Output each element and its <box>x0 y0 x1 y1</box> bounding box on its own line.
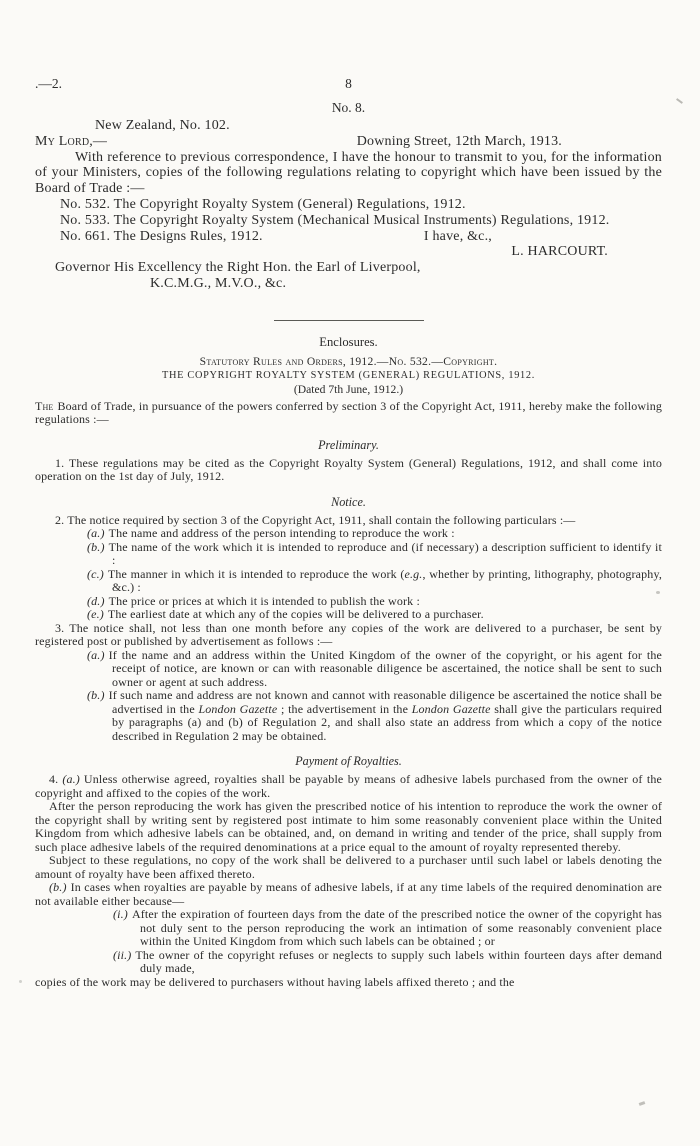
regulation-2: 2. The notice required by section 3 of the Copyright Act, 1911, shall contain the following particulars :— <box>55 512 576 527</box>
clause-label: (e.) <box>87 607 104 622</box>
list-item-2d <box>87 593 662 609</box>
clause-label: (b.) <box>87 539 105 554</box>
despatch-letter <box>35 118 662 292</box>
clause-text: If the name and an address within the United Kingdom of the owner of the copyright, or his agent for the receipt of notice, are known or can with reasonable diligence be ascertained, the notice shall be sent to such owner or agent at such address. <box>108 647 662 689</box>
list-item-2a <box>87 526 662 541</box>
clause-text: After the expiration of fourteen days from the date of the prescribed notice the owner of the copyright has not duly sent to the person reproducing the work an intimation of some reasonably convenient place within the United Kingdom from which such labels can be obtained ; or <box>131 907 662 949</box>
regulation-4b <box>35 881 662 908</box>
heading-notice: Notice. <box>331 494 366 509</box>
heading-payment-of-royalties: Payment of Royalties. <box>295 754 402 769</box>
regulation-3: 3. The notice shall, not less than one month before any copies of the work are delivered to a purchaser, be sent by registered post or published by advertisement as follows :— <box>35 620 662 649</box>
clause-text: If such name and address are not known and cannot with reasonable diligence be ascertained the notice shall be advertised in the <box>108 688 662 716</box>
clause-text: The owner of the copyright refuses or neglects to supply such labels within fourteen days after demand duly made, <box>135 947 662 976</box>
clause-text: Unless otherwise agreed, royalties shall be payable by means of adhesive labels purchased from the owner of the copyright and affixed to the copies of the work. <box>35 772 662 800</box>
clause-label: (b.) <box>87 688 105 703</box>
clause-text: The manner in which it is intended to reproduce the work ( <box>107 566 405 581</box>
regulation-4a <box>35 773 662 800</box>
clause-label: (c.) <box>87 566 104 581</box>
letter-valediction: I have, &c., <box>423 228 492 244</box>
scan-speck <box>639 1101 646 1106</box>
letter-reference: New Zealand, No. 102. <box>95 118 230 133</box>
list-item-2b <box>87 539 662 568</box>
paragraph-subject: Subject to these regulations, no copy of the work shall be delivered to a purchaser until such label or labels denoting the amount of royalty have been affixed thereto. <box>35 853 662 881</box>
clause-text: The earliest date at which any of the copies will be delivered to a purchaser. <box>107 607 484 622</box>
series-title: Statutory Rules and Orders, 1912.—No. 532.—Copyright. <box>199 354 498 368</box>
preamble-lead: The <box>35 398 54 413</box>
list-item-3b <box>87 688 662 743</box>
section-divider <box>274 320 424 321</box>
clause-text: The name of the work which it is intended to reproduce and (if necessary) a description sufficient to identify it : <box>108 539 662 568</box>
letter-salutation: My Lord,— <box>35 133 108 149</box>
london-gazette-italic: London Gazette <box>198 701 278 716</box>
london-gazette-italic: London Gazette <box>411 701 491 716</box>
clause-text: , whether by printing, lithography, photography, &c.) : <box>112 566 662 595</box>
letter-dateline: Downing Street, 12th March, 1913. <box>356 133 562 149</box>
list-item-4b-i <box>113 907 662 949</box>
preamble-text: Board of Trade, in pursuance of the powers conferred by section 3 of the Copyright Act, 1911, hereby make the following regulations :— <box>35 398 662 427</box>
heading-preliminary: Preliminary. <box>318 437 379 452</box>
closing-line: copies of the work may be delivered to purchasers without having labels affixed thereto ; and the <box>35 974 515 989</box>
regulation-1: 1. These regulations may be cited as the Copyright Royalty System (General) Regulations, 1912, and shall come into operation on the 1st day of July, 1912. <box>35 455 662 484</box>
regulation-date: (Dated 7th June, 1912.) <box>293 382 404 396</box>
page-header <box>35 76 662 93</box>
list-item-2c <box>87 566 662 595</box>
clause-text-italic: e.g. <box>404 566 423 581</box>
letter-opening: With reference to previous correspondence, I have the honour to transmit to you, for the information of your Ministers, copies of the following regulations relating to copyright which have been issued by the Board of Trade :— <box>35 149 662 197</box>
scan-speck <box>19 980 22 983</box>
clause-label: (d.) <box>87 593 105 608</box>
letter-enclosure-661: No. 661. The Designs Rules, 1912. <box>60 228 263 244</box>
salutation-row <box>35 134 662 150</box>
folio-note: .—2. <box>35 76 62 91</box>
page-number: 8 <box>345 76 352 91</box>
clause-label: (b.) <box>49 880 67 895</box>
letter-enclosure-532: No. 532. The Copyright Royalty System (General) Regulations, 1912. <box>60 196 466 212</box>
clause-label: (a.) <box>87 526 105 541</box>
letter-addressee-line1: Governor His Excellency the Right Hon. the Earl of Liverpool, <box>55 260 421 276</box>
clause-label: (a.) <box>62 772 80 787</box>
preamble-paragraph <box>35 400 662 427</box>
clause-text: ; the advertisement in the <box>277 701 412 716</box>
enclosures-heading: Enclosures. <box>319 334 378 349</box>
clause-text: The name and address of the person intending to reproduce the work : <box>108 526 455 541</box>
paragraph-notice-given: After the person reproducing the work has given the prescribed notice of his intention to reproduce the work the owner of the copyright shall by writing sent by registered post intimate to him some reasonably convenient place within the United Kingdom from which adhesive labels can be obtained, and, on demand in writing and tender of the price, shall supply from such place adhesive labels of the required denominations at a price equal to the amount of royalty represented thereby. <box>35 799 662 854</box>
scan-speck <box>656 591 660 594</box>
list-item-2e <box>87 607 662 622</box>
clause-text: shall give the particulars required by paragraphs (a) and (b) of Regulation 2, and shall also state an address from which a copy of the notice described in Regulation 2 may be obtained. <box>112 701 662 743</box>
letter-addressee-line2: K.C.M.G., M.V.O., &c. <box>150 275 287 291</box>
regulation-title: THE COPYRIGHT ROYALTY SYSTEM (GENERAL) REGULATIONS, 1912. <box>161 369 536 381</box>
clause-label: (ii.) <box>113 947 132 962</box>
clause-text: In cases when royalties are payable by means of adhesive labels, if at any time labels of the required denomination are not available either because— <box>35 880 662 908</box>
letter-enclosure-661-row <box>35 229 662 245</box>
list-item-3a <box>87 647 662 690</box>
letter-signature: L. HARCOURT. <box>511 244 608 260</box>
clause-label: (i.) <box>113 907 128 922</box>
clause-number: 4. <box>49 772 59 787</box>
scan-speck <box>676 98 683 104</box>
letter-enclosure-533: No. 533. The Copyright Royalty System (Mechanical Musical Instruments) Regulations, 1912. <box>60 212 610 228</box>
clause-label: (a.) <box>87 647 105 662</box>
doc-number: No. 8. <box>331 100 366 115</box>
list-item-4b-ii <box>113 947 662 976</box>
clause-text: The price or prices at which it is intended to publish the work : <box>108 593 420 608</box>
